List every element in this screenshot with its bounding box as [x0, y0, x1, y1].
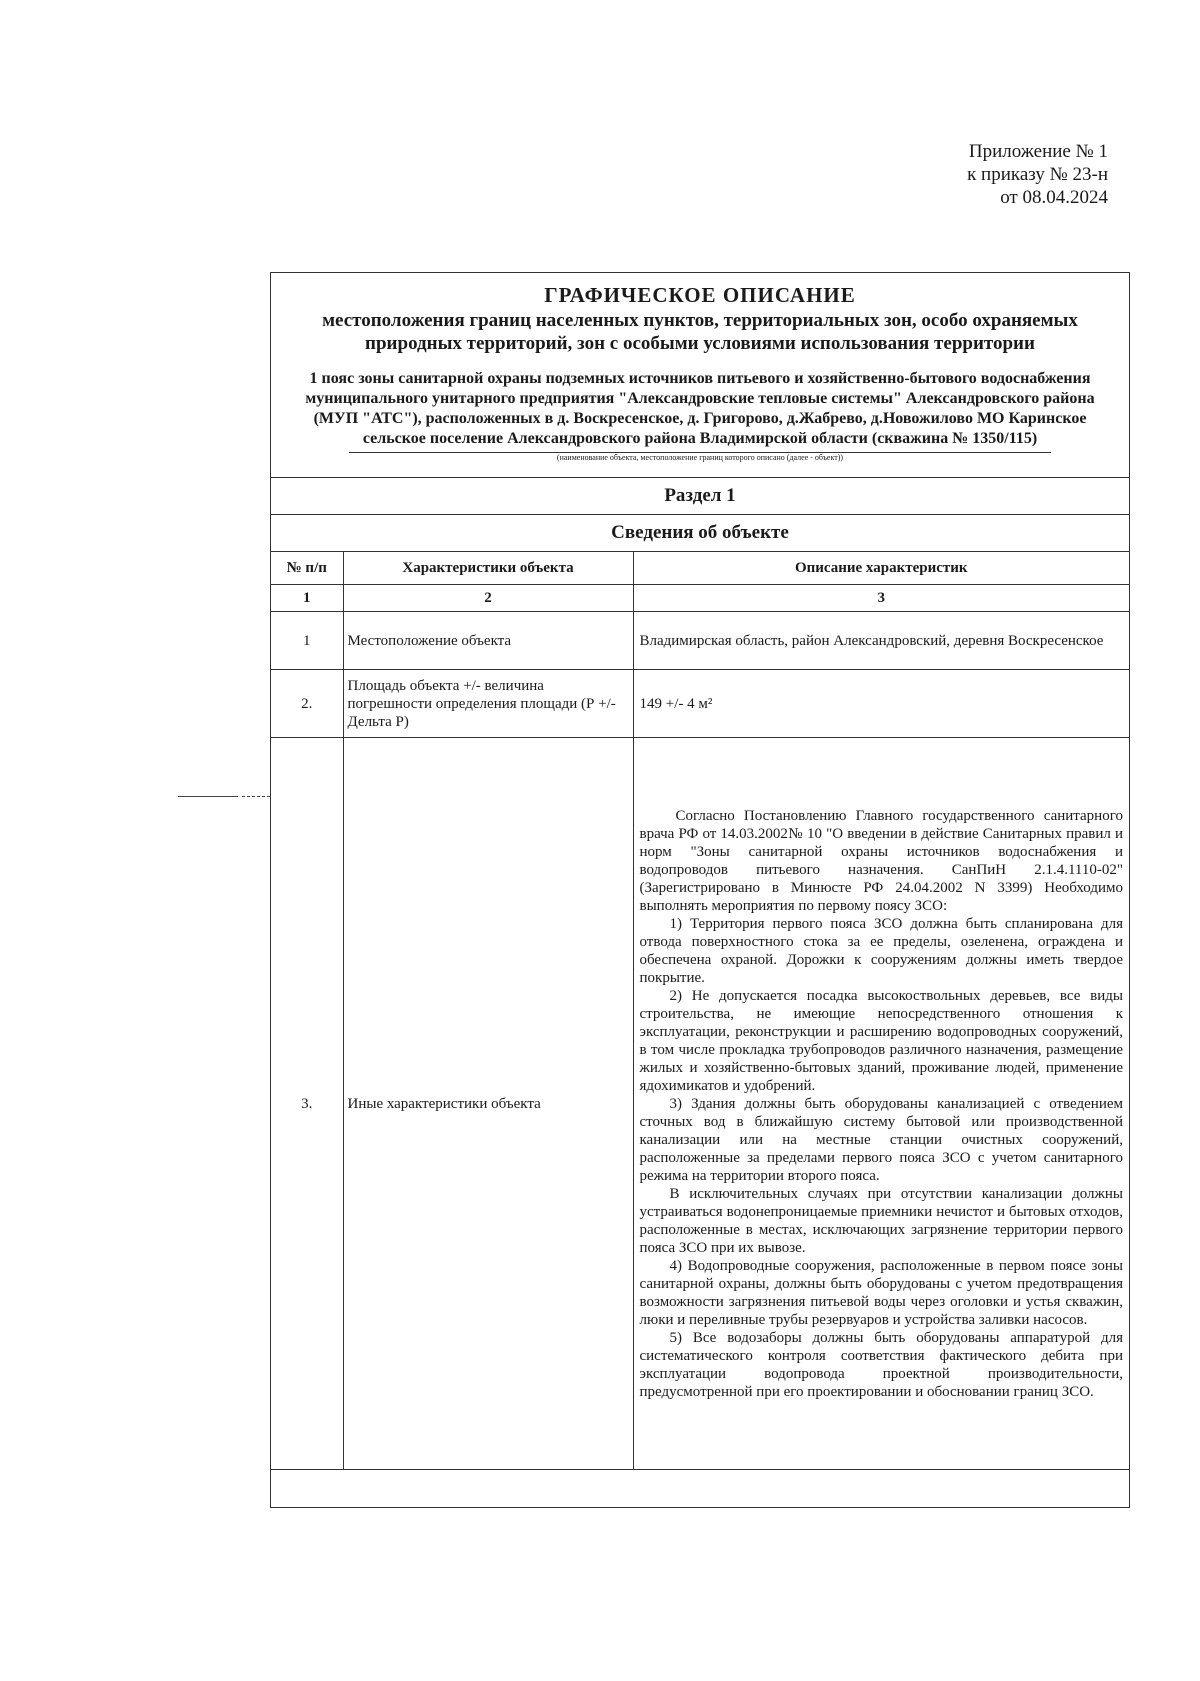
- description-paragraph: В исключительных случаях при отсутствии канализации должны устраиваться водонепроницаемые приемники нечистот и бытовых отходов, расположенные в местах, исключающих загрязнение территории первого пояса ЗСО при их вывозе.: [639, 1185, 1123, 1256]
- row-characteristic: Площадь объекта +/- величина погрешности определения площади (Р +/- Дельта Р): [343, 670, 633, 738]
- section-title: Раздел 1: [271, 477, 1129, 514]
- description-paragraph: Согласно Постановлению Главного государственного санитарного врача РФ от 14.03.2002№ 10 "О введении в действие Санитарных правил и норм "Зоны санитарной охраны источников водоснабжения и водопроводов питьевого назначения. СанПиН 2.1.4.1110-02" (Зарегистрировано в Минюсте РФ 24.04.2002 N 3399) Необходимо выполнять мероприятия по первому поясу ЗСО:: [639, 807, 1123, 914]
- description-paragraph: 3) Здания должны быть оборудованы канализацией с отведением сточных вод в ближайшую систему бытовой или производственной канализации или на местные станции очистных сооружений, расположенные за пределами первого пояса ЗСО с учетом санитарного режима на территории второго пояса.: [639, 1095, 1123, 1184]
- table-row: [271, 670, 1129, 738]
- description-paragraph: 4) Водопроводные сооружения, расположенные в первом поясе зоны санитарной охраны, должны быть оборудованы с учетом предотвращения возможности загрязнения питьевой воды через оголовки и устья скважин, люки и переливные трубы резервуаров и устройства заливки насосов.: [639, 1257, 1123, 1328]
- column-number: 1: [271, 585, 343, 612]
- margin-mark: [178, 796, 238, 797]
- column-header-characteristic: Характеристики объекта: [343, 552, 633, 585]
- document-frame: [270, 272, 1130, 1508]
- column-number: 2: [343, 585, 633, 612]
- row-characteristic: Иные характеристики объекта: [343, 738, 633, 1470]
- column-header-description: Описание характеристик: [633, 552, 1129, 585]
- description-paragraph: 1) Территория первого пояса ЗСО должна быть спланирована для отвода поверхностного стока за ее пределы, озеленена, ограждена и обеспечена охраной. Дорожки к сооружениям должны иметь твердое покрытие.: [639, 915, 1123, 986]
- appendix-line-3: от 08.04.2024: [1000, 187, 1108, 208]
- column-header-number: № п/п: [271, 552, 343, 585]
- table-row: [271, 738, 1129, 1470]
- table-row: [271, 612, 1129, 670]
- row-description: 149 +/- 4 м²: [633, 670, 1129, 738]
- row-number: 1: [271, 612, 343, 670]
- object-caption: (наименование объекта, местоположение границ которого описано (далее - объект)): [556, 453, 844, 462]
- row-characteristic: Местоположение объекта: [343, 612, 633, 670]
- description-paragraph: 2) Не допускается посадка высокоствольных деревьев, все виды строительства, не имеющие непосредственного отношения к эксплуатации, реконструкции и расширению водопроводных сооружений, в том числе прокладка трубопроводов различного назначения, размещение жилых и хозяйственно-бытовых зданий, проживание людей, применение ядохимикатов и удобрений.: [639, 987, 1123, 1094]
- document-title: ГРАФИЧЕСКОЕ ОПИСАНИЕ: [544, 283, 856, 307]
- column-number: 3: [633, 585, 1129, 612]
- document-subtitle: местоположения границ населенных пунктов, территориальных зон, особо охраняемых природных территорий, зон с особыми условиями использования территории: [322, 310, 1078, 354]
- column-number-row: [271, 585, 1129, 612]
- document-header: [271, 273, 1129, 449]
- table-header-row: [271, 552, 1129, 585]
- row-number: 3.: [271, 738, 343, 1470]
- appendix-reference: [808, 140, 1108, 209]
- row-description: Владимирская область, район Александровский, деревня Воскресенское: [633, 612, 1129, 670]
- appendix-line-2: к приказу № 23-н: [967, 164, 1108, 185]
- row-description: [633, 738, 1129, 1470]
- margin-mark-dashed: [242, 796, 270, 797]
- appendix-line-1: Приложение № 1: [968, 141, 1108, 162]
- object-info-table: [271, 551, 1129, 1470]
- section-subtitle: Сведения об объекте: [271, 514, 1129, 551]
- row-number: 2.: [271, 670, 343, 738]
- object-name: 1 пояс зоны санитарной охраны подземных источников питьевого и хозяйственно-бытового водоснабжения муниципального унитарного предприятия "Александровские тепловые системы" Александровского района (МУП "АТС"), расположенных в д. Воскресенское, д. Григорово, д.Жабрево, д.Новожилово МО Каринское сельское поселение Александровского района Владимирской области (скважина № 1350/115): [305, 370, 1095, 447]
- description-paragraph: 5) Все водозаборы должны быть оборудованы аппаратурой для систематического контроля соответствия фактического дебита при эксплуатации водопровода проектной производительности, предусмотренной при его проектировании и обосновании границ ЗСО.: [639, 1329, 1123, 1400]
